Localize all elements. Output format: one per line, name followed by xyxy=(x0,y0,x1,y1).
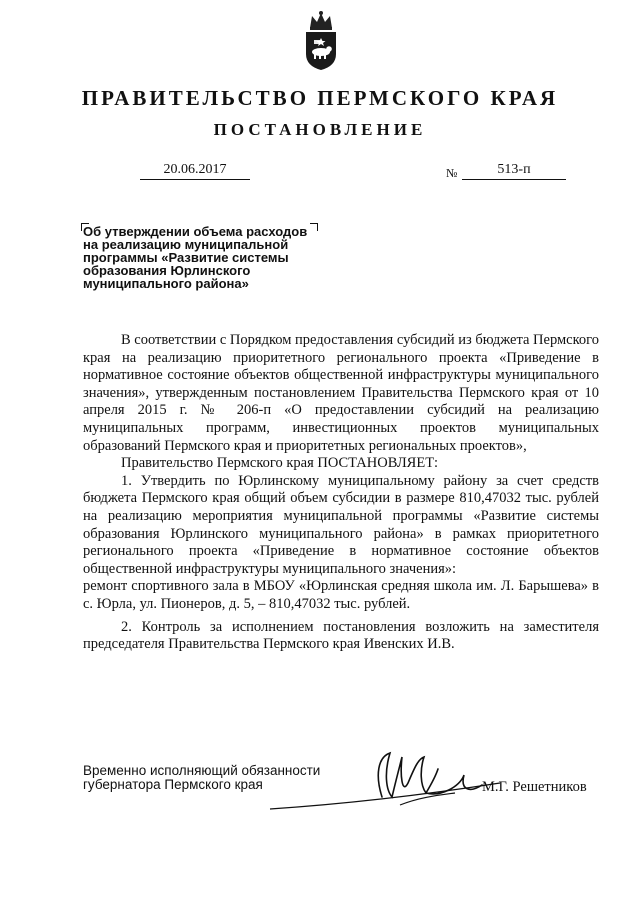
government-title: ПРАВИТЕЛЬСТВО ПЕРМСКОГО КРАЯ xyxy=(81,86,559,110)
item-1-detail-paragraph: ремонт спортивного зала в МБОУ «Юрлинская средняя школа им. Л. Барышева» в с. Юрла, ул. Пионеров, д. 5, – 810,47032 тыс. рублей. xyxy=(83,578,599,612)
document-subject xyxy=(83,225,333,290)
preamble-paragraph: В соответствии с Порядком предоставления субсидий из бюджета Пермского края на реализацию приоритетного регионального проекта «Приведение в нормативное состояние объектов общественной инфраструктуры муниципального значения», утвержденным постановлением Правительства Пермского края от 10 апреля 2015 г. № 206-п «О предоставлении субсидий на реализацию муниципальных программ, инвестиционных проектов муниципальных образований Пермского края и приоритетных региональных проектов», xyxy=(83,332,599,454)
document-type: ПОСТАНОВЛЕНИЕ xyxy=(213,120,427,139)
document-date: 20.06.2017 xyxy=(140,162,250,180)
handwritten-signature xyxy=(250,735,510,825)
subject-line: на реализацию муниципальной xyxy=(83,237,289,252)
subject-line: муниципального района» xyxy=(83,276,249,291)
signer-name: М.Г. Решетников xyxy=(482,779,587,795)
resolves-paragraph: Правительство Пермского края ПОСТАНОВЛЯЕТ: xyxy=(121,455,439,472)
subject-line: программы «Развитие системы xyxy=(83,250,289,265)
item-2-paragraph: 2. Контроль за исполнением постановления возложить на заместителя председателя Правительства Пермского края Ивенских И.В. xyxy=(83,618,599,653)
coat-of-arms-emblem xyxy=(302,10,340,72)
subject-line: Об утверждении объема расходов xyxy=(83,224,308,239)
crown-icon xyxy=(310,11,332,30)
number-sign: № xyxy=(446,166,458,180)
item-1-paragraph: 1. Утвердить по Юрлинскому муниципальному району за счет средств бюджета Пермского края общий объем субсидии в размере 810,47032 тыс. рублей на реализацию мероприятия муниципальной программы «Развитие системы образования Юрлинского муниципального района» в рамках приоритетного регионального проекта «Приведение в нормативное состояние объектов общественной инфраструктуры муниципального значения»: xyxy=(83,472,599,577)
subject-line: образования Юрлинского xyxy=(83,263,251,278)
signer-position-line: губернатора Пермского края xyxy=(83,777,263,792)
signer-position-line: Временно исполняющий обязанности xyxy=(83,763,321,778)
document-number: 513-п xyxy=(462,162,566,180)
document-body xyxy=(83,332,599,654)
